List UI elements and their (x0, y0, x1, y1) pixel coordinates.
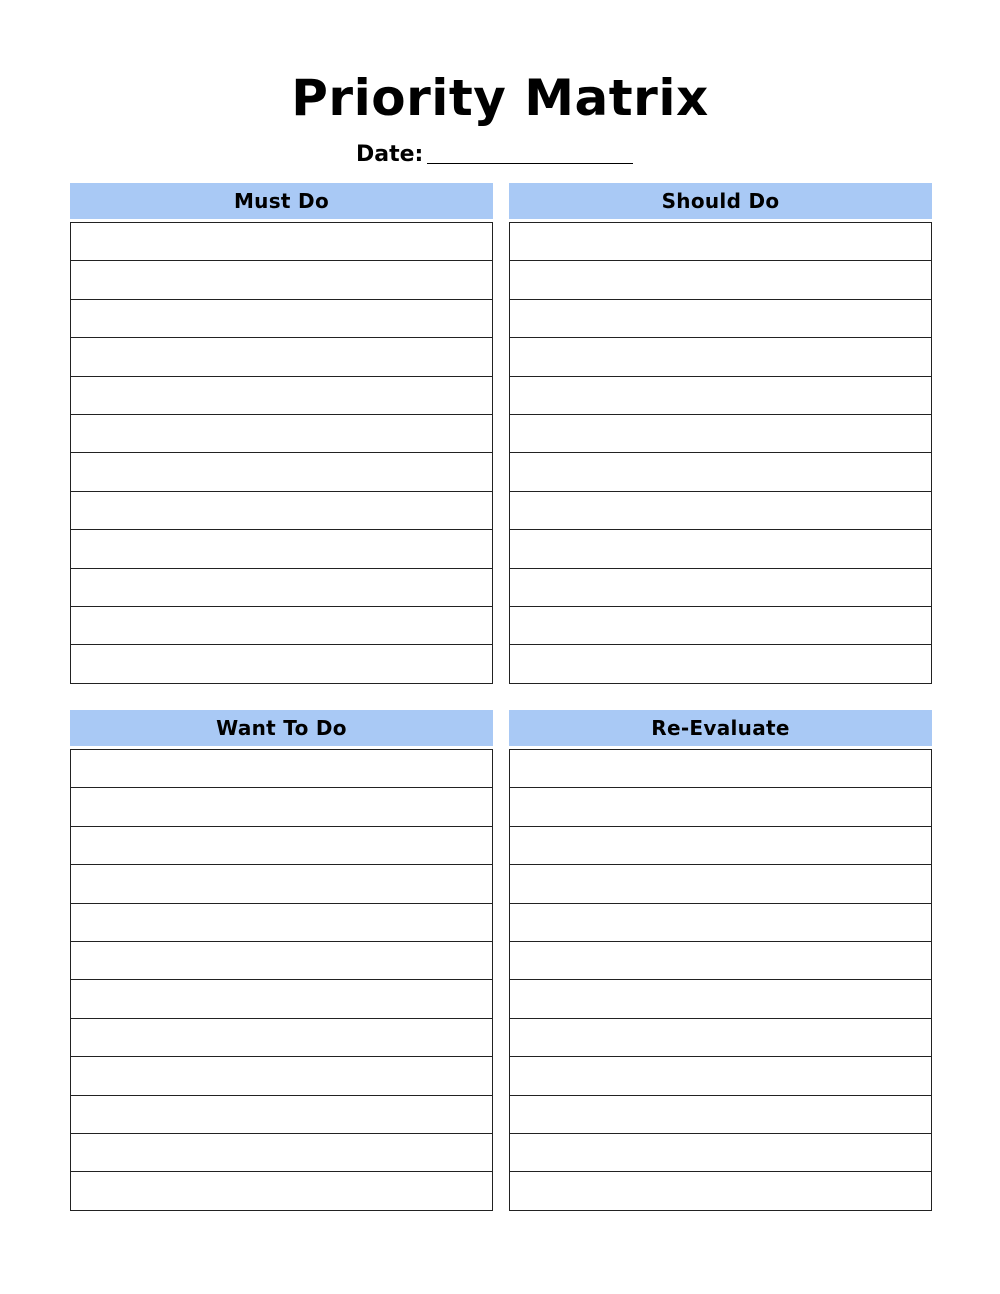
entry-line[interactable] (71, 415, 492, 453)
entry-line[interactable] (71, 1057, 492, 1095)
entry-line[interactable] (510, 904, 931, 942)
entry-line[interactable] (71, 942, 492, 980)
entry-line[interactable] (71, 1172, 492, 1210)
entry-line[interactable] (71, 788, 492, 826)
entry-line[interactable] (71, 904, 492, 942)
entry-line[interactable] (510, 1096, 931, 1134)
entry-line[interactable] (510, 788, 931, 826)
quadrant-rows (509, 222, 932, 684)
entry-line[interactable] (71, 645, 492, 683)
entry-line[interactable] (510, 607, 931, 645)
entry-line[interactable] (510, 827, 931, 865)
entry-line[interactable] (71, 827, 492, 865)
entry-line[interactable] (71, 453, 492, 491)
entry-line[interactable] (510, 223, 931, 261)
quadrant-header: Should Do (509, 183, 932, 219)
entry-line[interactable] (71, 607, 492, 645)
entry-line[interactable] (510, 1019, 931, 1057)
entry-line[interactable] (71, 980, 492, 1018)
quadrant-rows (509, 749, 932, 1211)
quadrant-should-do (509, 183, 932, 684)
entry-line[interactable] (510, 645, 931, 683)
entry-line[interactable] (71, 1096, 492, 1134)
entry-line[interactable] (71, 865, 492, 903)
entry-line[interactable] (71, 377, 492, 415)
entry-line[interactable] (510, 338, 931, 376)
entry-line[interactable] (71, 492, 492, 530)
date-input-line[interactable] (427, 141, 633, 164)
page-title: Priority Matrix (291, 69, 709, 127)
date-label: Date: (356, 142, 424, 167)
date-field (356, 140, 633, 170)
entry-line[interactable] (510, 1172, 931, 1210)
entry-line[interactable] (510, 865, 931, 903)
quadrant-rows (70, 749, 493, 1211)
entry-line[interactable] (510, 750, 931, 788)
entry-line[interactable] (510, 1134, 931, 1172)
quadrant-must-do (70, 183, 493, 684)
entry-line[interactable] (71, 300, 492, 338)
entry-line[interactable] (510, 415, 931, 453)
quadrant-re-evaluate (509, 710, 932, 1211)
entry-line[interactable] (510, 377, 931, 415)
entry-line[interactable] (71, 569, 492, 607)
entry-line[interactable] (510, 980, 931, 1018)
entry-line[interactable] (510, 261, 931, 299)
entry-line[interactable] (71, 223, 492, 261)
entry-line[interactable] (510, 1057, 931, 1095)
quadrant-header: Re-Evaluate (509, 710, 932, 746)
entry-line[interactable] (510, 530, 931, 568)
quadrant-want-to-do (70, 710, 493, 1211)
entry-line[interactable] (510, 453, 931, 491)
entry-line[interactable] (510, 300, 931, 338)
quadrant-rows (70, 222, 493, 684)
entry-line[interactable] (510, 492, 931, 530)
quadrant-header: Must Do (70, 183, 493, 219)
entry-line[interactable] (71, 1019, 492, 1057)
entry-line[interactable] (71, 261, 492, 299)
entry-line[interactable] (510, 942, 931, 980)
entry-line[interactable] (71, 530, 492, 568)
quadrant-header: Want To Do (70, 710, 493, 746)
entry-line[interactable] (71, 338, 492, 376)
entry-line[interactable] (71, 1134, 492, 1172)
entry-line[interactable] (510, 569, 931, 607)
entry-line[interactable] (71, 750, 492, 788)
